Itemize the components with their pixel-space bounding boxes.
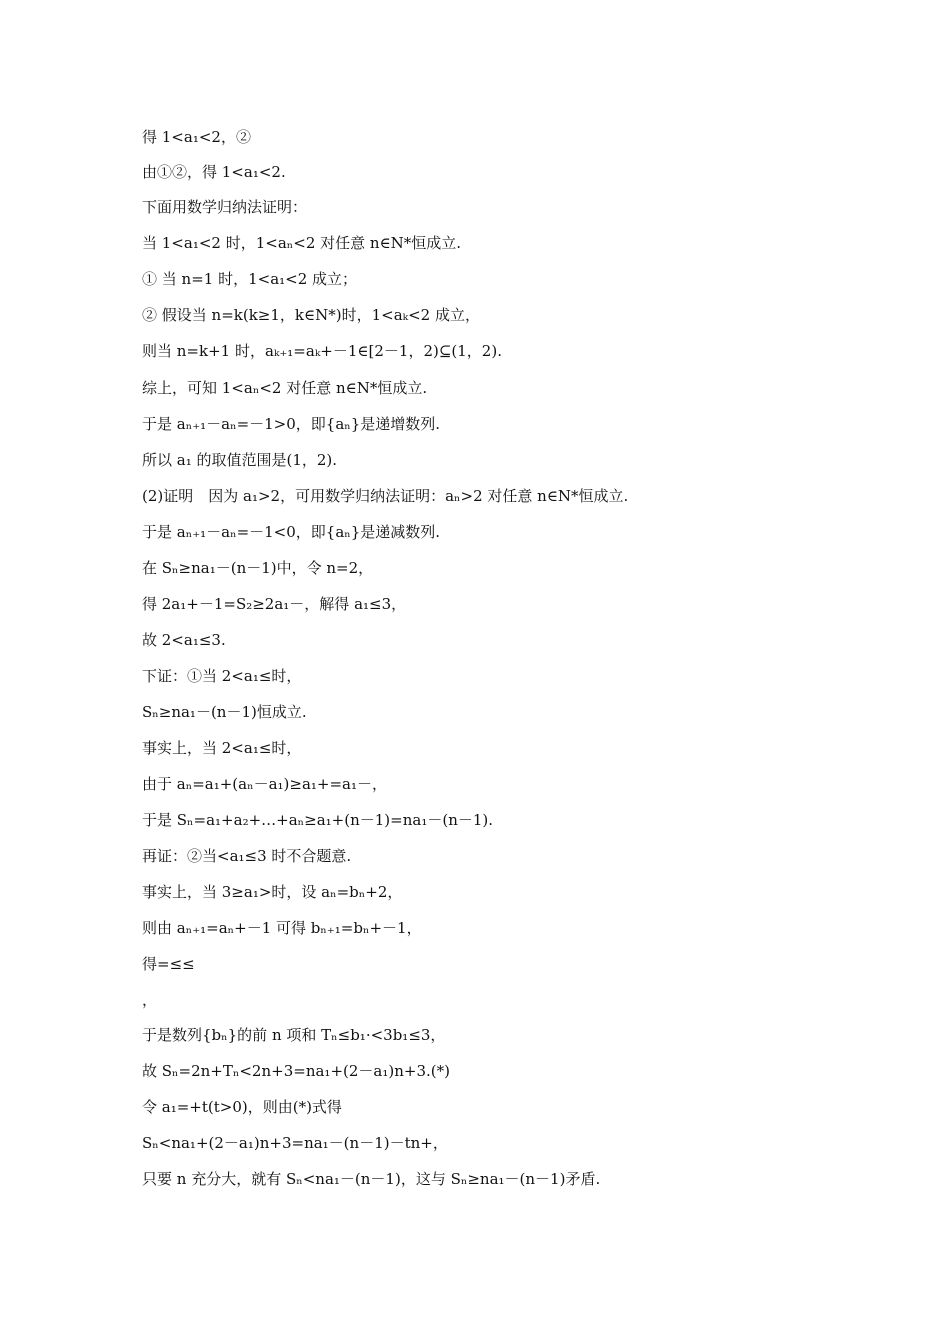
text-line: 只要 n 充分大，就有 Sₙ<na₁－(n－1)，这与 Sₙ≥na₁－(n－1)矛盾. xyxy=(142,1170,601,1188)
text-line: 由于 aₙ=a₁+(aₙ－a₁)≥a₁+=a₁－， xyxy=(142,775,388,793)
text-line: 综上，可知 1<aₙ<2 对任意 n∈N*恒成立. xyxy=(142,379,428,397)
text-line: Sₙ≥na₁－(n－1)恒成立. xyxy=(142,703,307,721)
text-line: 得=≤≤ xyxy=(142,955,195,973)
text-line: 于是 Sₙ=a₁+a₂+…+aₙ≥a₁+(n－1)=na₁－(n－1). xyxy=(142,811,494,829)
text-line: 故 Sₙ=2n+Tₙ<2n+3=na₁+(2－a₁)n+3.(*) xyxy=(142,1062,450,1080)
text-line: 故 2<a₁≤3. xyxy=(142,631,226,649)
text-line: 则由 aₙ₊₁=aₙ+－1 可得 bₙ₊₁=bₙ+－1， xyxy=(142,919,422,937)
text-line: 令 a₁=+t(t>0)，则由(*)式得 xyxy=(142,1098,342,1116)
text-line: 得 1<a₁<2，② xyxy=(142,128,251,146)
text-line: 下面用数学归纳法证明： xyxy=(142,198,308,216)
text-line: 则当 n=k+1 时，aₖ₊₁=aₖ+－1∈[2－1，2)⊆(1，2). xyxy=(142,342,502,360)
text-line: ② 假设当 n=k(k≥1，k∈N*)时，1<aₖ<2 成立， xyxy=(142,306,480,324)
text-line: ， xyxy=(142,991,158,1009)
text-line: Sₙ<na₁+(2－a₁)n+3=na₁－(n－1)－tn+， xyxy=(142,1134,448,1152)
text-line: 由①②，得 1<a₁<2. xyxy=(142,163,286,181)
text-line: 于是数列{bₙ}的前 n 项和 Tₙ≤b₁·<3b₁≤3， xyxy=(142,1026,446,1044)
text-line: 在 Sₙ≥na₁－(n－1)中，令 n=2， xyxy=(142,559,374,577)
text-line: 所以 a₁ 的取值范围是(1，2). xyxy=(142,451,338,469)
text-line: 下证：①当 2<a₁≤时， xyxy=(142,667,302,685)
text-line: 于是 aₙ₊₁－aₙ=－1>0，即{aₙ}是递增数列. xyxy=(142,415,441,433)
text-line: (2)证明 因为 a₁>2，可用数学归纳法证明：aₙ>2 对任意 n∈N*恒成立. xyxy=(142,487,629,505)
text-line: 于是 aₙ₊₁－aₙ=－1<0，即{aₙ}是递减数列. xyxy=(142,523,441,541)
text-line: 事实上，当 2<a₁≤时， xyxy=(142,739,302,757)
text-line: 得 2a₁+－1=S₂≥2a₁－，解得 a₁≤3， xyxy=(142,595,407,613)
text-line: ① 当 n=1 时，1<a₁<2 成立； xyxy=(142,270,358,288)
text-line: 再证：②当<a₁≤3 时不合题意. xyxy=(142,847,352,865)
text-line: 当 1<a₁<2 时，1<aₙ<2 对任意 n∈N*恒成立. xyxy=(142,234,462,252)
text-line: 事实上，当 3≥a₁>时，设 aₙ=bₙ+2， xyxy=(142,883,403,901)
